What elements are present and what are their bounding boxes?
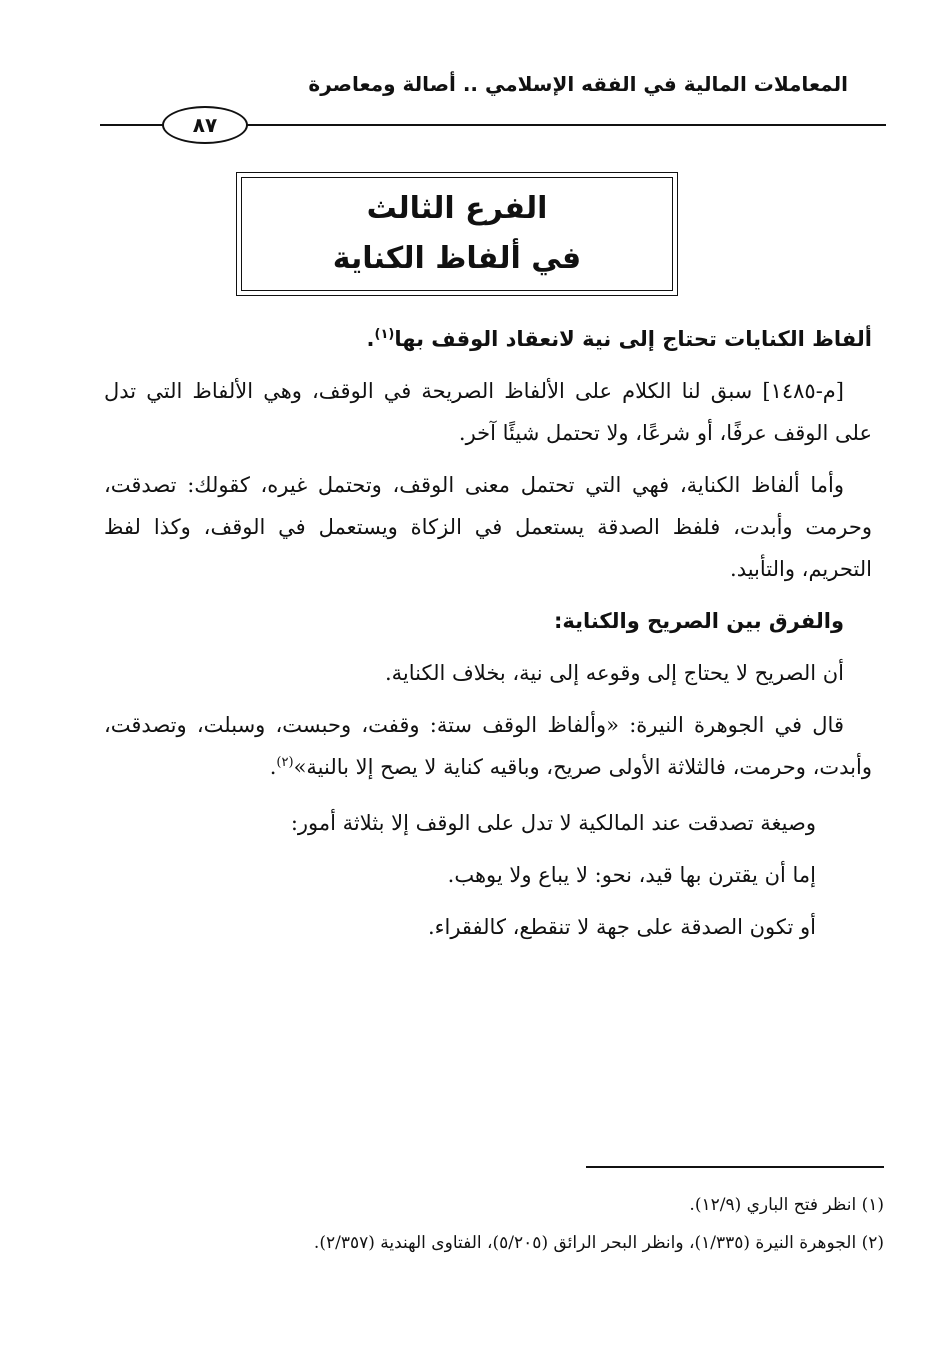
page-number-badge [162, 106, 248, 144]
paragraph-6: وصيغة تصدقت عند المالكية لا تدل على الوقف إلا بثلاثة أمور: [290, 811, 816, 835]
paragraph-1: [م-١٤٨٥] سبق لنا الكلام على الألفاظ الصريحة في الوقف، وهي الألفاظ التي تدل على الوقف عرفًا، أو شرعًا، ولا تحتمل شيئًا آخر. [104, 379, 872, 445]
lead-paragraph [104, 318, 872, 360]
difference-heading: والفرق بين الصريح والكناية: [553, 609, 844, 633]
section-title-line2: في ألفاظ الكناية [332, 241, 582, 276]
footnote-1: (١) انظر فتح الباري (١٢/٩). [689, 1195, 884, 1215]
lead-text: ألفاظ الكنايات تحتاج إلى نية لانعقاد الوقف بها [394, 327, 872, 351]
paragraph-8: أو تكون الصدقة على جهة لا تنقطع، كالفقراء. [427, 915, 816, 939]
running-header-title: المعاملات المالية في الفقه الإسلامي .. أصالة ومعاصرة [308, 72, 848, 96]
section-title-inner-frame [241, 177, 673, 291]
lead-end: . [366, 327, 375, 351]
paragraph-5 [104, 704, 872, 788]
quote-end: . [269, 755, 277, 779]
section-title-line1: الفرع الثالث [366, 191, 548, 226]
footnote-ref-1[interactable]: (١) [374, 327, 395, 342]
footnotes [84, 1186, 884, 1262]
body-text [104, 318, 872, 958]
footnote-ref-2[interactable]: (٢) [276, 755, 294, 770]
paragraph-2: وأما ألفاظ الكناية، فهي التي تحتمل معنى الوقف، وتحتمل غيره، كقولك: تصدقت، وحرمت وأبدت، فلفظ الصدقة يستعمل في الزكاة ويستعمل في الوقف، وكذا لفظ التحريم، والتأبيد. [104, 473, 872, 581]
page-number: ٨٧ [192, 113, 218, 137]
paragraph-7: إما أن يقترن بها قيد، نحو: لا يباع ولا يوهب. [447, 863, 816, 887]
footnote-separator [586, 1166, 884, 1168]
section-title-frame [236, 172, 678, 296]
quote-text: قال في الجوهرة النيرة: «وألفاظ الوقف ستة: وقفت، وحبست، وسبلت، وتصدقت، وأبدت، وحرمت، فالثلاثة الأولى صريح، وباقيه كناية لا يصح إلا بالنية» [104, 713, 872, 779]
footnote-2: (٢) الجوهرة النيرة (١/٣٣٥)، وانظر البحر الرائق (٥/٢٠٥)، الفتاوى الهندية (٢/٣٥٧). [313, 1233, 884, 1253]
paragraph-4: أن الصريح لا يحتاج إلى وقوعه إلى نية، بخلاف الكناية. [385, 661, 844, 685]
